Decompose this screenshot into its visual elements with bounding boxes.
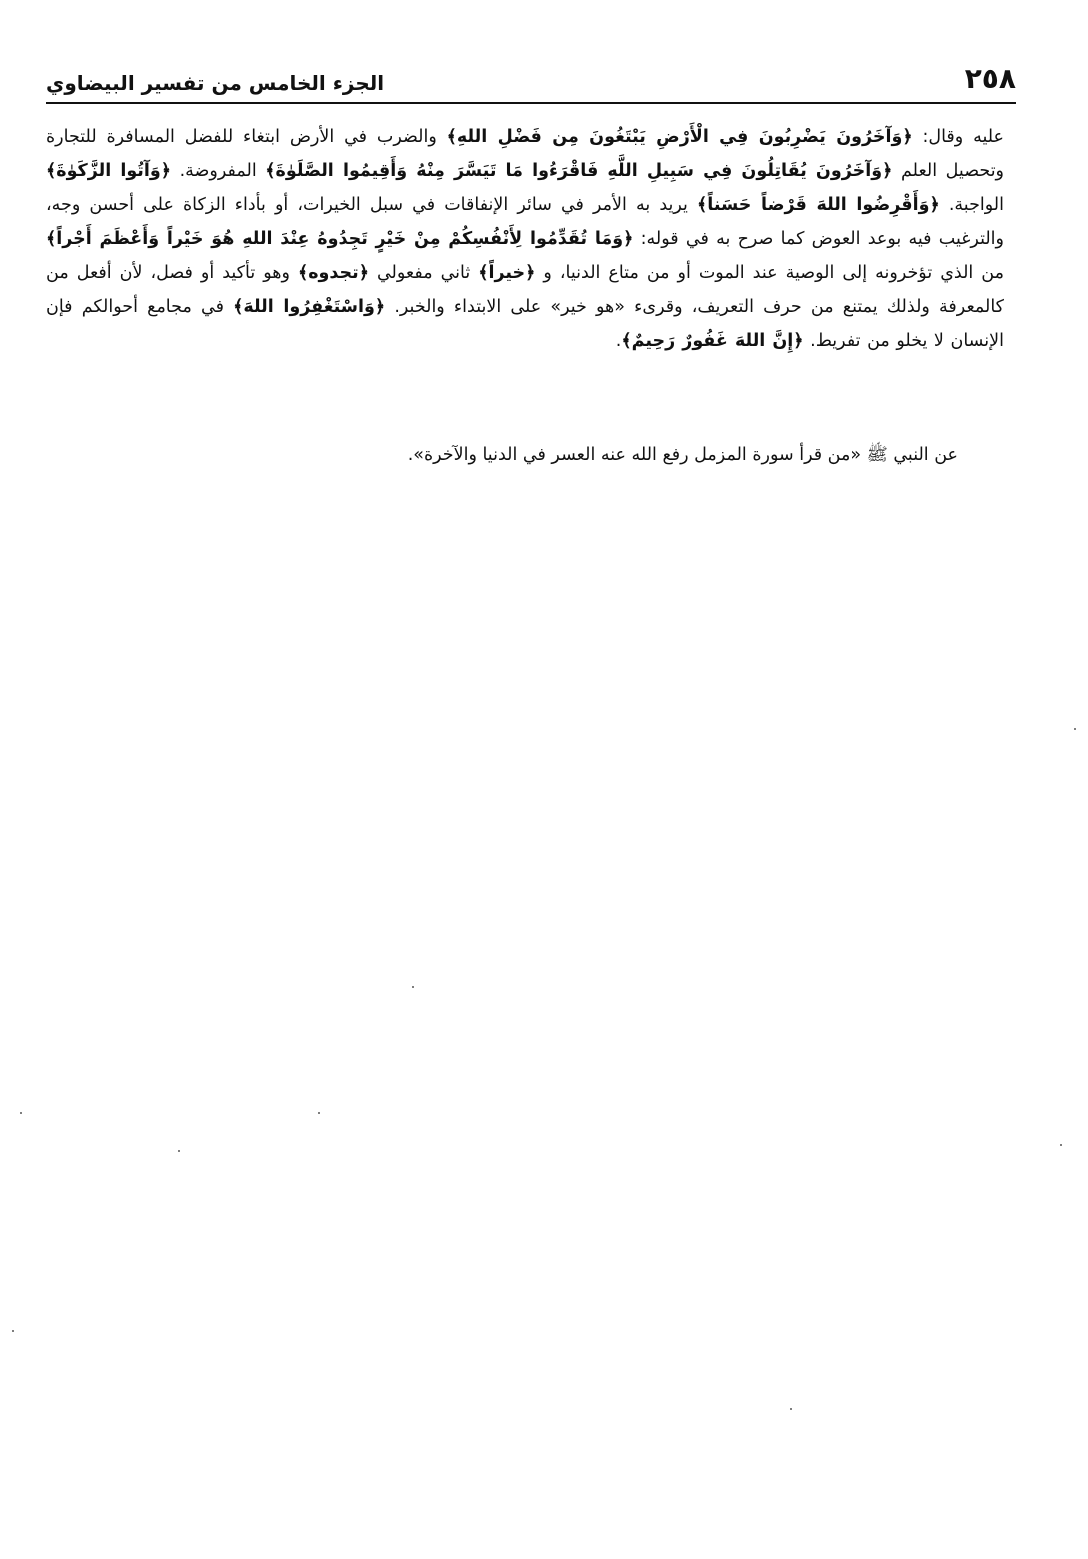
quran-quote: ﴿وَاسْتَغْفِرُوا اللهَ﴾ [233, 297, 386, 317]
quran-quote: ﴿وَآخَرُونَ يُقَاتِلُونَ فِي سَبِيلِ اللَّهِ فَاقْرَءُوا مَا تَيَسَّرَ مِنْهُ وَأَقِيمُوا الصَّلَوٰةَ﴾ [265, 161, 893, 181]
quran-quote: ﴿وَأَقْرِضُوا اللهَ قَرْضاً حَسَناً﴾ [697, 195, 940, 215]
quran-quote: ﴿وَآتُوا الزَّكَوٰةَ﴾ [46, 161, 171, 181]
scan-speck [178, 1150, 180, 1152]
commentary-paragraph [46, 120, 1004, 358]
scan-speck [20, 1112, 22, 1114]
text-segment: يريد به الأمر في سائر الإنفاقات في سبل الخيرات، أو بأداء الزكاة على أحسن وجه، والترغيب فيه بوعد العوض كما صرح به في قوله: [46, 195, 1004, 249]
text-segment: من الذي تؤخرونه إلى الوصية عند الموت أو من متاع الدنيا، و [535, 263, 1004, 283]
scan-speck [1060, 1144, 1062, 1146]
text-segment: وهو تأكيد أو فصل، لأن أفعل من كالمعرفة ولذلك يمتنع من حرف التعريف، وقرىء «هو خير» على الابتداء والخبر. [46, 263, 1004, 317]
quran-quote: ﴿إِنَّ اللهَ غَفُورٌ رَحِيمٌ﴾ [621, 331, 804, 351]
quran-quote: ﴿وَمَا تُقَدِّمُوا لِأَنْفُسِكُمْ مِنْ خَيْرٍ تَجِدُوهُ عِنْدَ اللهِ هُوَ خَيْراً وَأَعْظَمَ أَجْراً﴾ [46, 229, 634, 249]
quran-quote: ﴿تجدوه﴾ [297, 263, 369, 283]
text-segment: في مجامع أحوالكم فإن الإنسان لا يخلو من تفريط. [46, 297, 1004, 351]
scan-speck [1074, 728, 1076, 730]
text-segment: . [615, 331, 622, 351]
text-segment: والضرب في الأرض ابتغاء للفضل المسافرة للتجارة وتحصيل العلم [46, 127, 1005, 181]
page-header [46, 62, 1016, 104]
quran-quote: ﴿وَآخَرُونَ يَضْرِبُونَ فِي الْأَرْضِ يَبْتَغُونَ مِن فَضْلِ اللهِ﴾ [446, 127, 913, 147]
scan-speck [412, 986, 414, 988]
text-segment: الواجبة. [939, 195, 1004, 215]
text-segment: المفروضة. [171, 161, 266, 181]
scan-speck [12, 1330, 14, 1332]
quran-quote: ﴿خيراً﴾ [478, 263, 536, 283]
scan-speck [790, 1408, 792, 1410]
text-segment: عليه وقال: [912, 127, 1004, 147]
text-segment: ثاني مفعولي [368, 263, 479, 283]
hadith-line: عن النبي ﷺ «من قرأ سورة المزمل رفع الله عنه العسر في الدنيا والآخرة». [407, 445, 958, 465]
page-number: ٢٥٨ [964, 62, 1016, 95]
scan-speck [318, 1112, 320, 1114]
running-title: الجزء الخامس من تفسير البيضاوي [46, 71, 385, 95]
